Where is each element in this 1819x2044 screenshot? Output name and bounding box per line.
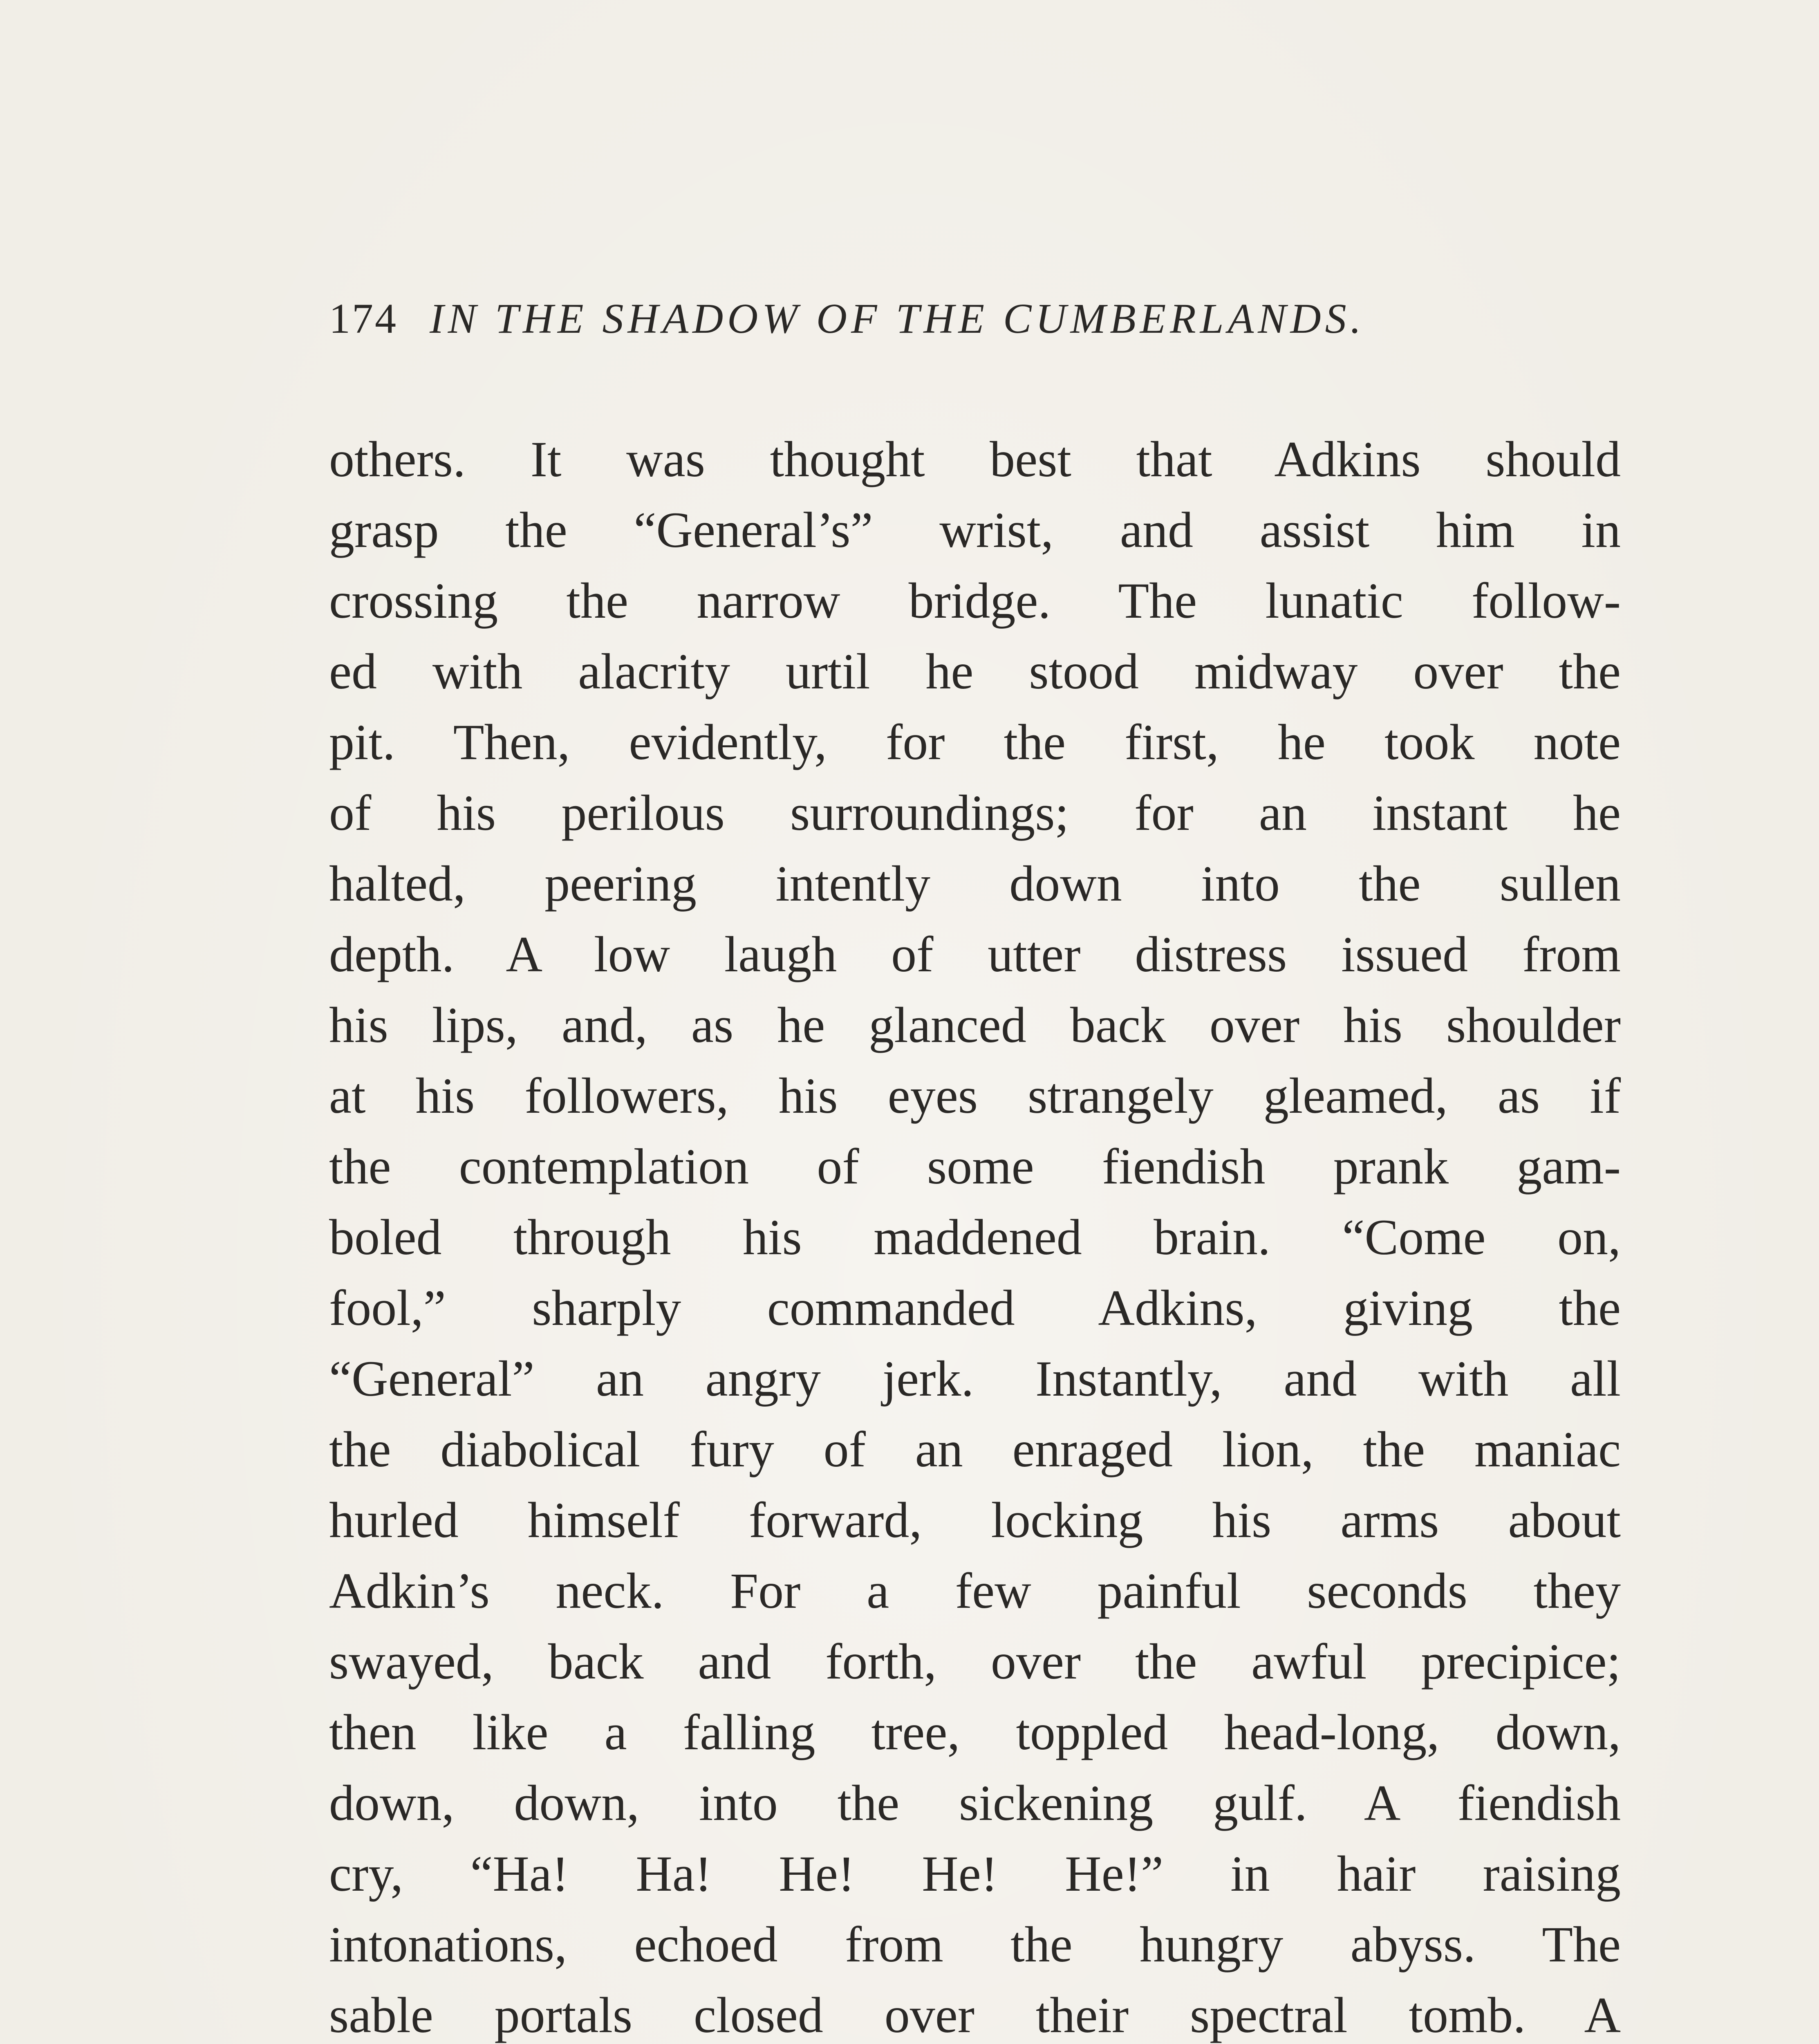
- page-number: 174: [329, 295, 398, 342]
- text-line: cry, “Ha! Ha! He! He! He!” in hair raising: [329, 1846, 1621, 1902]
- text-line: grasp the “General’s” wrist, and assist him in: [329, 502, 1621, 558]
- text-line: sable portals closed over their spectral tomb. A: [329, 1987, 1621, 2043]
- text-line: his lips, and, as he glanced back over his shoulder: [329, 997, 1621, 1053]
- text-line: then like a falling tree, toppled head-long, down,: [329, 1704, 1621, 1760]
- body-text: [329, 424, 1621, 2044]
- text-line: down, down, into the sickening gulf. A fiendish: [329, 1775, 1621, 1831]
- running-head: [329, 288, 1555, 350]
- running-title: IN THE SHADOW OF THE CUMBERLANDS.: [430, 295, 1365, 342]
- text-line: boled through his maddened brain. “Come on,: [329, 1209, 1621, 1265]
- text-line: “General” an angry jerk. Instantly, and with all: [329, 1351, 1621, 1407]
- text-line: crossing the narrow bridge. The lunatic follow-: [329, 573, 1621, 629]
- text-line: depth. A low laugh of utter distress issued from: [329, 926, 1621, 982]
- text-line: of his perilous surroundings; for an instant he: [329, 785, 1621, 841]
- text-line: pit. Then, evidently, for the first, he took note: [329, 714, 1621, 770]
- text-line: fool,” sharply commanded Adkins, giving the: [329, 1280, 1621, 1336]
- text-line: the diabolical fury of an enraged lion, the maniac: [329, 1421, 1621, 1477]
- text-line: halted, peering intently down into the sullen: [329, 856, 1621, 912]
- text-line: Adkin’s neck. For a few painful seconds they: [329, 1563, 1621, 1619]
- text-line: others. It was thought best that Adkins should: [329, 431, 1621, 487]
- text-line: intonations, echoed from the hungry abyss. The: [329, 1916, 1621, 1972]
- text-line: at his followers, his eyes strangely gleamed, as if: [329, 1068, 1621, 1124]
- text-line: swayed, back and forth, over the awful precipice;: [329, 1634, 1621, 1690]
- text-line: hurled himself forward, locking his arms about: [329, 1492, 1621, 1548]
- text-line: ed with alacrity urtil he stood midway over the: [329, 643, 1621, 699]
- text-line: the contemplation of some fiendish prank gam-: [329, 1139, 1621, 1195]
